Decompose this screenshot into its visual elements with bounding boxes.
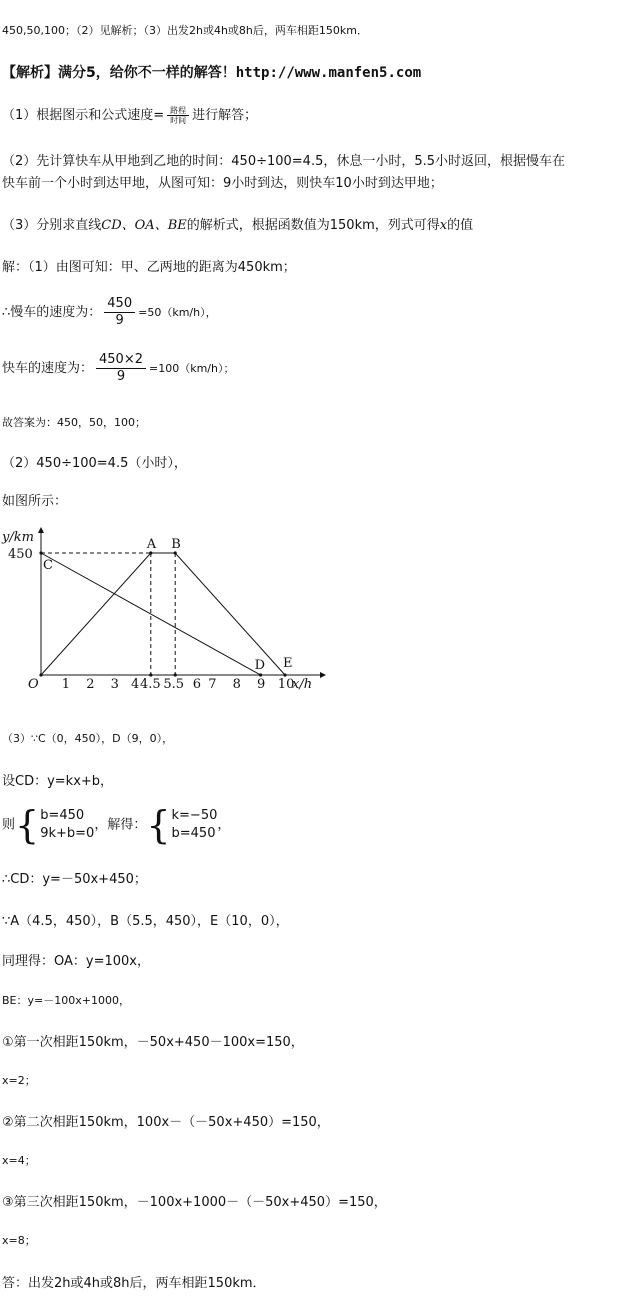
equation-system-1: [15, 803, 95, 847]
s9-prefix: 则: [2, 817, 16, 833]
solution-s10: ∴CD：y=－50x+450；: [2, 872, 147, 887]
s2-prefix: ∴慢车的速度为：: [2, 305, 102, 320]
s3-num: 450×2: [96, 352, 146, 369]
analysis-step2-line1: （2）先计算快车从甲地到乙地的时间：450÷100=4.5，休息一小时，5.5小时返回，根据慢车在: [2, 154, 566, 169]
solution-s5: （2）450÷100=4.5（小时），: [2, 456, 187, 471]
solution-fast-speed: [2, 352, 234, 385]
x-axis-arrow: [320, 672, 326, 678]
y-axis-label: y/km: [2, 530, 34, 545]
solution-s15: x=2；: [2, 1074, 36, 1087]
solution-s4: 故答案为：450，50，100；: [2, 416, 146, 429]
x-tick-6: 6: [192, 677, 202, 692]
solution-s20: 答：出发2h或4h或8h后，两车相距150km．: [2, 1276, 266, 1291]
x-tick-9: 9: [257, 677, 266, 692]
s9-row2: 9k+b=0: [40, 826, 95, 841]
distance-time-graph: [0, 525, 330, 697]
answer-summary-text: 450,50,100；（2）见解析；（3）出发2h或4h或8h后，两车相距150km．: [2, 24, 368, 37]
solution-slow-speed: [2, 296, 217, 329]
fast-speed-fraction: [96, 352, 146, 385]
analysis-header-title: 【解析】满分5，给你不一样的解答！: [2, 65, 236, 81]
x-tick-10: 10: [277, 677, 295, 692]
s9-row4: b=450: [171, 826, 216, 841]
s3-den: 9: [116, 369, 126, 384]
step1-suffix: 进行解答；: [192, 108, 258, 123]
solution-s18: ③第三次相距150km，－100x+1000－（－50x+450）=150，: [2, 1195, 387, 1210]
label-D: D: [254, 658, 266, 673]
series-line-1: [41, 553, 285, 675]
point-O: [39, 673, 42, 676]
solution-s8: 设CD：y=kx+b，: [2, 774, 114, 789]
analysis-header-url: http://www.manfen5.com: [235, 65, 422, 81]
s9-row3: k=−50: [171, 808, 218, 823]
x-tick-7: 7: [208, 677, 217, 692]
solution-s7: （3）∵C（0，450），D（9，0），: [2, 732, 174, 745]
slow-speed-fraction: [104, 296, 135, 329]
solution-s16: ②第二次相距150km，100x－（－50x+450）=150，: [2, 1115, 330, 1130]
point-C: [39, 551, 42, 554]
label-B: B: [171, 537, 181, 552]
solution-s12: 同理得：OA：y=100x，: [2, 954, 150, 969]
x-tick-8: 8: [232, 677, 241, 692]
left-brace: {: [15, 803, 40, 847]
step1-prefix: （1）根据图示和公式速度=: [2, 108, 165, 123]
x-tick-3: 3: [110, 677, 119, 692]
solution-s13: BE：y=－100x+1000，: [2, 994, 130, 1007]
solution-s6: 如图所示：: [2, 494, 68, 509]
x-tick-1: 1: [61, 677, 71, 692]
step1-frac-num: 路程: [167, 106, 189, 116]
step3-var: x: [439, 218, 448, 233]
origin-label: O: [28, 677, 39, 692]
x-tick-4.5: 4.5: [140, 677, 161, 692]
analysis-step2-line2: 快车前一个小时到达甲地，从图可知：9小时到达，则快车10小时到达甲地；: [2, 176, 443, 191]
s9-mid: ，解得：: [94, 817, 147, 833]
step3-lines: CD、OA、BE: [101, 218, 187, 233]
analysis-step1: [2, 104, 257, 125]
step3-prefix: （3）分别求直线: [2, 218, 102, 233]
x-tick-4: 4: [131, 677, 140, 692]
step3-suffix: 的值: [447, 218, 474, 233]
s2-suffix: =50（km/h），: [138, 306, 217, 319]
label-E: E: [283, 656, 293, 671]
s9-row1: b=450: [40, 808, 85, 823]
s3-suffix: =100（km/h）；: [149, 362, 235, 375]
solution-system: [2, 803, 231, 847]
solution-s19: x=8；: [2, 1234, 36, 1247]
analysis-step3: [2, 214, 473, 233]
y-axis-arrow: [38, 527, 44, 533]
left-brace: {: [146, 803, 171, 847]
s2-den: 9: [115, 313, 124, 328]
s9-suffix: ，: [217, 817, 231, 833]
x-axis-label: x/h: [292, 677, 313, 692]
step1-frac-den: 时间: [170, 116, 187, 125]
solution-s17: x=4；: [2, 1154, 36, 1167]
answer-summary: [2, 22, 368, 38]
solution-s14: ①第一次相距150km，－50x+450－100x=150，: [2, 1035, 304, 1050]
analysis-header: [2, 62, 421, 82]
series-line-0: [41, 553, 261, 675]
y-tick-450: 450: [8, 547, 33, 562]
x-tick-5.5: 5.5: [163, 677, 185, 692]
s3-prefix: 快车的速度为：: [2, 361, 94, 376]
label-C: C: [43, 558, 53, 573]
speed-formula-fraction: [167, 106, 189, 125]
x-tick-2: 2: [86, 677, 95, 692]
s2-num: 450: [104, 296, 135, 313]
solution-s1: 解：（1）由图可知：甲、乙两地的距离为450km；: [2, 260, 296, 275]
step3-mid: 的解析式，根据函数值为150km，列式可得: [186, 218, 440, 233]
label-A: A: [146, 537, 157, 552]
equation-system-2: [146, 803, 218, 847]
solution-s11: ∵A（4.5，450），B（5.5，450），E（10，0），: [2, 914, 289, 929]
